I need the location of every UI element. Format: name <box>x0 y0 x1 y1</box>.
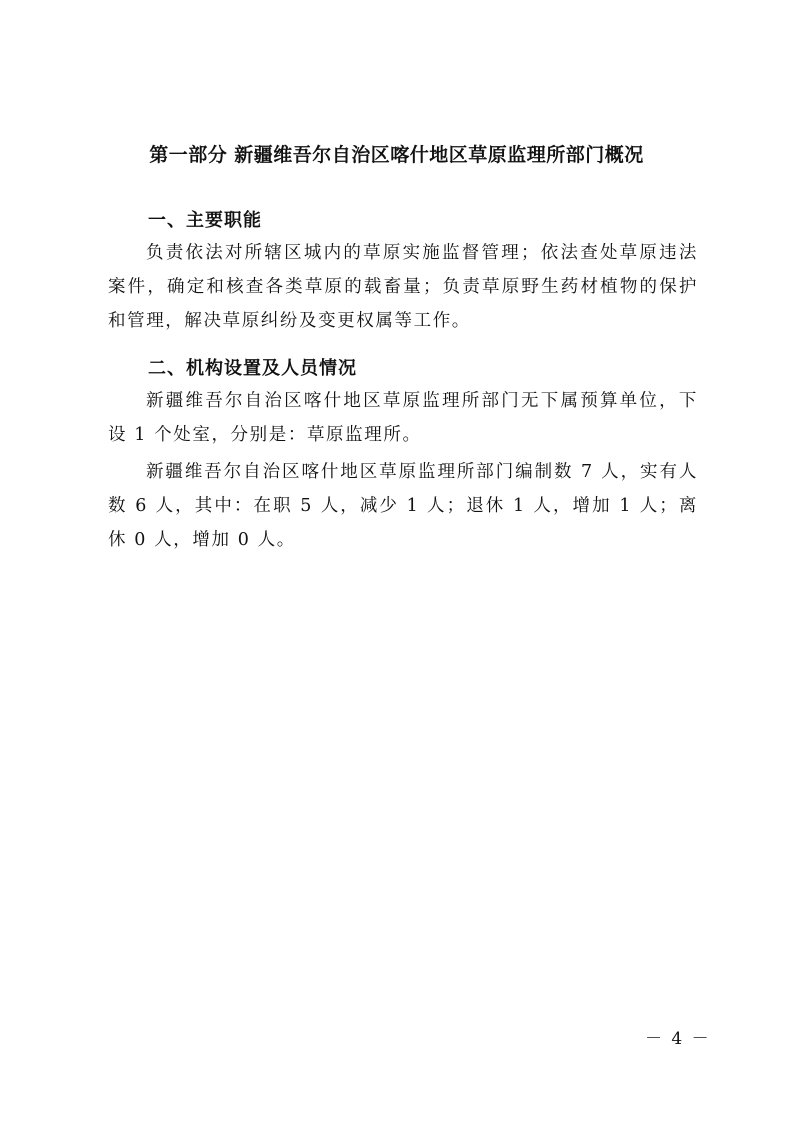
section-heading-main-functions: 一、主要职能 <box>148 210 262 231</box>
section-heading-organization-staff: 二、机构设置及人员情况 <box>148 358 357 379</box>
paragraph-staff-numbers: 新疆维吾尔自治区喀什地区草原监理所部门编制数 7 人，实有人数 6 人，其中：在职 5 人，减少 1 人；退休 1 人，增加 1 人；离休 0 人，增加 0 人。 <box>108 462 698 550</box>
paragraph-organization: 新疆维吾尔自治区喀什地区草原监理所部门无下属预算单位，下设 1 个处室，分别是：草原监理所。 <box>108 391 698 445</box>
paragraph-main-functions: 负责依法对所辖区城内的草原实施监督管理；依法查处草原违法案件，确定和核查各类草原的载畜量；负责草原野生药材植物的保护和管理，解决草原纠纷及变更权属等工作。 <box>108 243 698 331</box>
page-title: 第一部分 新疆维吾尔自治区喀什地区草原监理所部门概况 <box>149 144 644 166</box>
page-number: － 4 － <box>645 1029 711 1049</box>
